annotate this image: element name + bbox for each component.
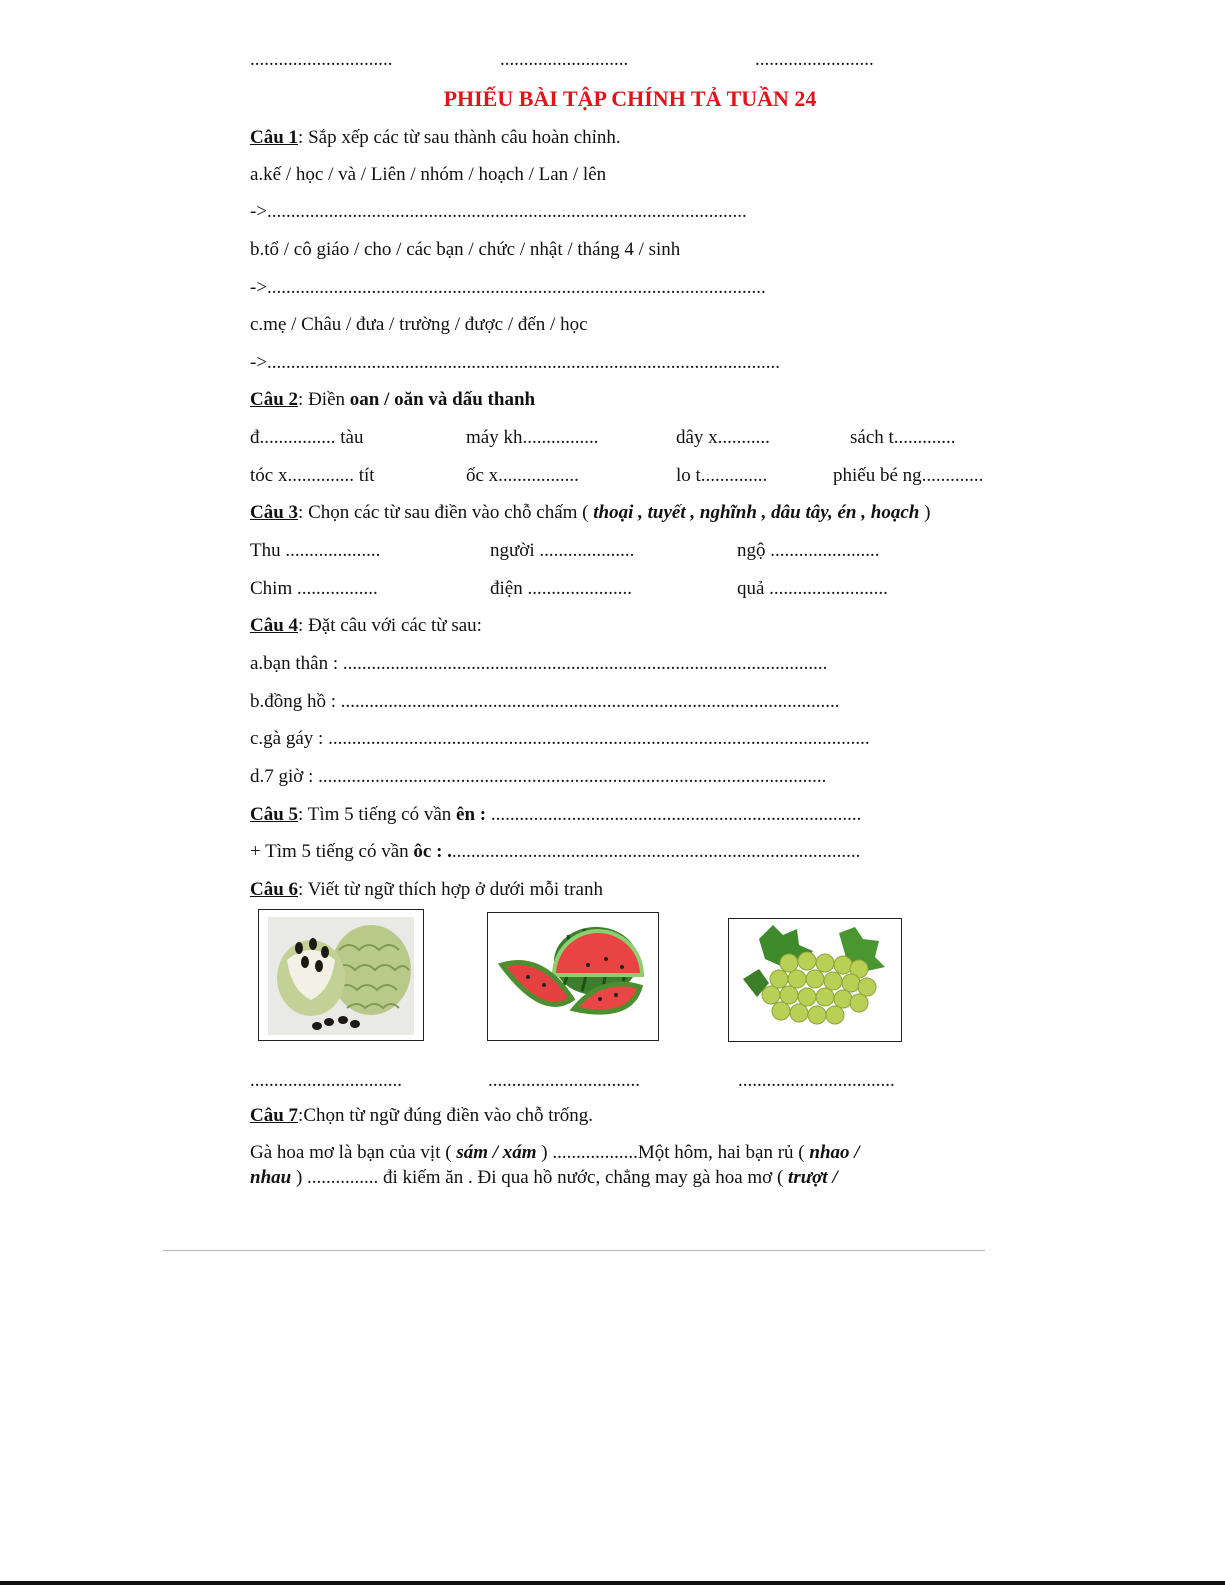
q2-item[interactable]: ốc x.................: [466, 465, 579, 486]
q2-item[interactable]: lo t..............: [676, 465, 768, 486]
q7-line-1: [250, 1141, 860, 1165]
q6-answer-1[interactable]: ................................: [250, 1070, 402, 1091]
q7-l1-a: Gà hoa mơ là bạn của vịt (: [250, 1142, 457, 1163]
q7-l2-b[interactable]: ) ............... đi kiếm ăn . Đi qua hồ nước, chẳng may gà hoa mơ (: [291, 1167, 789, 1188]
q1-text: : Sắp xếp các từ sau thành câu hoàn chỉnh.: [298, 127, 621, 148]
q5-text: : Tìm 5 tiếng có vần: [298, 804, 457, 825]
q1-heading: [250, 126, 621, 150]
q3-text: : Chọn các từ sau điền vào chỗ chấm (: [298, 502, 594, 523]
custard-apple-illustration: [259, 910, 423, 1040]
header-blank-1: ..............................: [250, 49, 393, 70]
q5-line2-text: + Tìm 5 tiếng có vần: [250, 841, 414, 862]
q2-item[interactable]: sách t.............: [850, 427, 956, 448]
q5-line-2: [250, 840, 860, 864]
q3-item[interactable]: người ....................: [490, 540, 635, 561]
q4-c[interactable]: c.gà gáy : ..................................................................................................................: [250, 728, 870, 749]
q2-text: : Điền: [298, 389, 350, 410]
q7-text: :Chọn từ ngữ đúng điền vào chỗ trống.: [298, 1105, 594, 1126]
watermelon-picture: [487, 912, 659, 1041]
q5-dots-2[interactable]: ......................................................................................: [451, 841, 861, 862]
q7-l2-c: trượt /: [788, 1167, 838, 1188]
q4-label: Câu 4: [250, 615, 299, 636]
bottom-edge-bar: [0, 1581, 1225, 1585]
q4-a[interactable]: a.bạn thân : ......................................................................................................: [250, 653, 828, 674]
footer-divider: [163, 1250, 985, 1251]
q2-item[interactable]: phiếu bé ng.............: [833, 465, 984, 486]
q3-label: Câu 3: [250, 502, 299, 523]
header-blank-2: ...........................: [500, 49, 629, 70]
q2-heading: [250, 388, 535, 412]
q4-heading: [250, 614, 482, 638]
q7-l2-a: nhau: [250, 1167, 292, 1188]
q1-c: c.mẹ / Châu / đưa / trường / được / đến / học: [250, 314, 588, 335]
q5-label: Câu 5: [250, 804, 299, 825]
q7-l1-b: sám / xám: [456, 1142, 537, 1163]
q6-answer-2[interactable]: ................................: [488, 1070, 640, 1091]
q4-text: : Đặt câu với các từ sau:: [298, 615, 482, 636]
q1-b-answer[interactable]: ->.........................................................................................................: [250, 277, 766, 298]
q2-item[interactable]: tóc x.............. tít: [250, 465, 375, 486]
custard-apple-picture: [258, 909, 424, 1041]
q2-bold: oan / oăn và dấu thanh: [349, 389, 536, 410]
q3-item[interactable]: quả .........................: [737, 578, 888, 599]
grapes-picture: [728, 918, 902, 1042]
q3-text-after: ): [919, 502, 931, 523]
q7-l1-d: nhao /: [809, 1142, 860, 1163]
q3-item[interactable]: điện ......................: [490, 578, 632, 599]
q1-c-answer[interactable]: ->............................................................................................................: [250, 352, 781, 373]
q3-item[interactable]: Chim .................: [250, 578, 378, 599]
q6-label: Câu 6: [250, 879, 299, 900]
q6-heading: [250, 878, 603, 902]
q7-label: Câu 7: [250, 1105, 299, 1126]
q4-b[interactable]: b.đồng hồ : .........................................................................................................: [250, 691, 840, 712]
q7-heading: [250, 1104, 593, 1128]
q1-a: a.kế / học / và / Liên / nhóm / hoạch / Lan / lên: [250, 164, 607, 185]
q7-l1-c[interactable]: ) ..................Một hôm, hai bạn rủ (: [536, 1142, 810, 1163]
q2-label: Câu 2: [250, 389, 299, 410]
watermelon-illustration: [488, 913, 658, 1040]
q5-heading: [250, 803, 861, 827]
q2-item[interactable]: dây x...........: [676, 427, 770, 448]
q2-item[interactable]: máy kh................: [466, 427, 599, 448]
q3-item[interactable]: Thu ....................: [250, 540, 381, 561]
q6-text: : Viết từ ngữ thích hợp ở dưới mỗi tranh: [298, 879, 603, 900]
q2-item[interactable]: đ................ tàu: [250, 427, 364, 448]
q1-a-answer[interactable]: ->.....................................................................................................: [250, 201, 747, 222]
q5-bold-1: ên :: [456, 804, 487, 825]
q5-bold-2: ôc : .: [413, 841, 452, 862]
header-blank-3: .........................: [755, 49, 874, 70]
page-title: PHIẾU BÀI TẬP CHÍNH TẢ TUẦN 24: [443, 86, 817, 111]
q1-b: b.tổ / cô giáo / cho / các bạn / chức / nhật / tháng 4 / sinh: [250, 239, 681, 260]
q5-dots-1[interactable]: ..............................................................................: [486, 804, 862, 825]
q1-label: Câu 1: [250, 127, 299, 148]
q7-line-2: [250, 1166, 838, 1190]
q3-heading: [250, 501, 930, 525]
q4-d[interactable]: d.7 giờ : ...........................................................................................................: [250, 766, 827, 787]
q6-answer-3[interactable]: .................................: [738, 1070, 895, 1091]
q3-item[interactable]: ngộ .......................: [737, 540, 880, 561]
q3-words: thoại , tuyết , nghĩnh , dâu tây, én , hoạch: [593, 502, 920, 523]
grapes-illustration: [729, 919, 901, 1041]
